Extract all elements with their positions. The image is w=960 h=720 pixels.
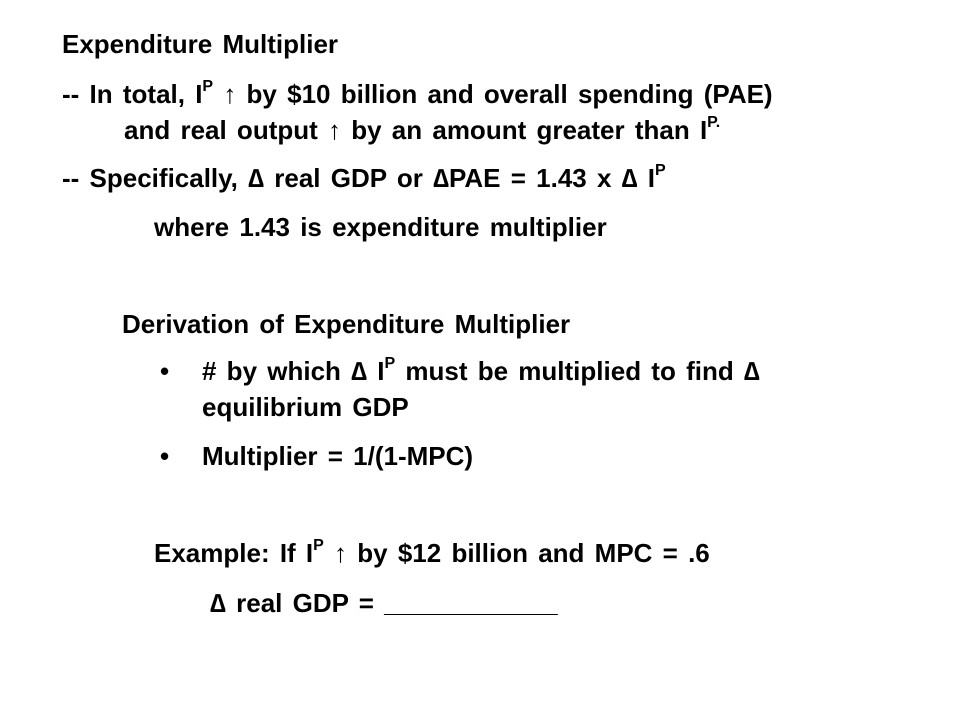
in-total-text: -- In total, I	[62, 79, 203, 109]
bullet-item-multiplied-text: # by which ∆ I	[202, 356, 385, 386]
in-total-line	[62, 79, 773, 109]
bullet-item-multiplied-continued: equilibrium GDP	[202, 392, 409, 422]
example-text-rest: ↑ by $12 billion and MPC = .6	[323, 538, 710, 568]
in-total-superscript: P	[202, 78, 214, 96]
specifically-superscript: P	[655, 162, 666, 180]
bullet-item-multiplied-text-rest: must be multiplied to find ∆	[395, 356, 760, 386]
slide-title: Expenditure Multiplier	[62, 29, 339, 59]
in-total-line-continued	[124, 115, 720, 145]
real-output-text: and real output ↑ by an amount greater than I	[124, 115, 708, 145]
bullet-icon: •	[160, 441, 170, 471]
answer-blank-line: ∆ real GDP = ____________	[210, 588, 558, 618]
bullet-item-multiplied	[202, 356, 760, 386]
bullet-item-multiplied-superscript: P	[384, 355, 396, 373]
example-line	[154, 538, 710, 568]
example-superscript: P	[313, 537, 324, 555]
real-output-superscript: P.	[707, 114, 721, 132]
bullet-icon: •	[160, 356, 170, 386]
example-text: Example: If I	[154, 538, 314, 568]
in-total-text-rest: ↑ by $10 billion and overall spending (PAE)	[213, 79, 773, 109]
derivation-subheading: Derivation of Expenditure Multiplier	[122, 309, 571, 339]
bullet-item-formula: Multiplier = 1/(1-MPC)	[202, 441, 474, 471]
multiplier-definition: where 1.43 is expenditure multiplier	[154, 212, 607, 242]
specifically-line	[62, 163, 666, 193]
specifically-text: -- Specifically, ∆ real GDP or ∆PAE = 1.43 x ∆ I	[62, 163, 656, 193]
